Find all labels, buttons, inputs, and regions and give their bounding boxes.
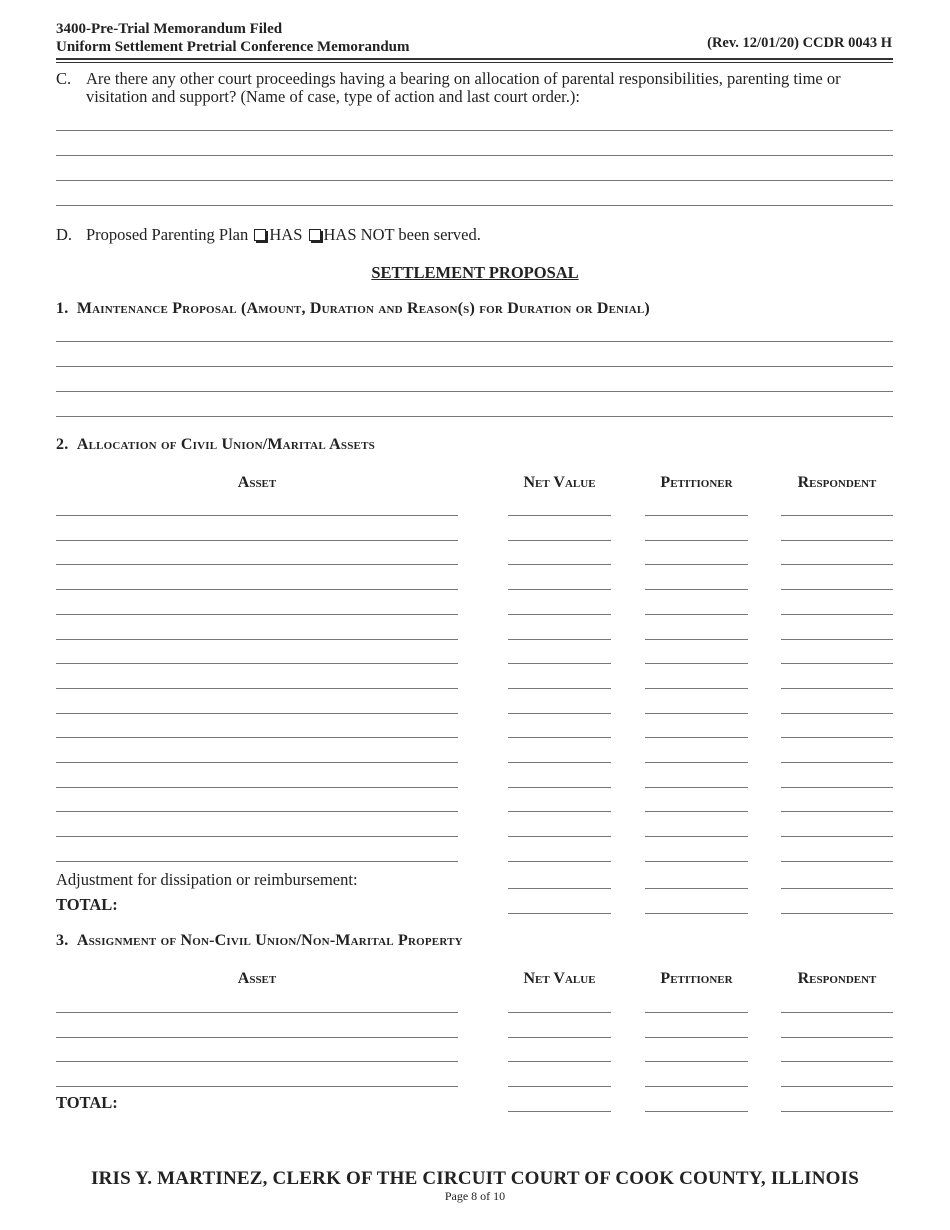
section-d-statement — [86, 226, 481, 244]
petitioner-entry-line[interactable] — [645, 913, 748, 914]
respondent-entry-line[interactable] — [781, 913, 893, 914]
net-value-column-header: Net Value — [523, 474, 596, 491]
petitioner-entry-line[interactable] — [645, 836, 748, 837]
petitioner-entry-line[interactable] — [645, 639, 748, 640]
maintenance-answer-line[interactable] — [56, 391, 893, 392]
assignment-total-label: TOTAL: — [56, 1093, 118, 1112]
assignment-title: Assignment of Non-Civil Union/Non-Marital Property — [76, 932, 463, 949]
petitioner-entry-line[interactable] — [645, 614, 748, 615]
form-title-line1: 3400-Pre-Trial Memorandum Filed — [56, 21, 283, 37]
section-d-prefix: Proposed Parenting Plan — [86, 225, 249, 244]
petitioner-entry-line[interactable] — [645, 713, 748, 714]
respondent-entry-line[interactable] — [781, 888, 893, 889]
asset-entry-line[interactable] — [56, 614, 458, 615]
petitioner-entry-line[interactable] — [645, 1061, 748, 1062]
petitioner-entry-line[interactable] — [645, 540, 748, 541]
net-value-entry-line[interactable] — [508, 1037, 611, 1038]
petitioner-entry-line[interactable] — [645, 888, 748, 889]
petitioner-entry-line[interactable] — [645, 663, 748, 664]
petitioner-entry-line[interactable] — [645, 811, 748, 812]
net-value-entry-line[interactable] — [508, 836, 611, 837]
petitioner-entry-line[interactable] — [645, 762, 748, 763]
asset-entry-line[interactable] — [56, 515, 458, 516]
has-not-checkbox[interactable] — [309, 229, 321, 241]
respondent-column-header: Respondent — [797, 474, 877, 491]
allocation-total-label: TOTAL: — [56, 895, 118, 914]
maintenance-number: 1. — [56, 300, 69, 317]
header-rule-thin — [56, 62, 893, 63]
net-value-entry-line[interactable] — [508, 1012, 611, 1013]
respondent-entry-line[interactable] — [781, 1086, 893, 1087]
respondent-entry-line[interactable] — [781, 811, 893, 812]
revision-code: (Rev. 12/01/20) CCDR 0043 H — [707, 35, 892, 51]
net-value-entry-line[interactable] — [508, 861, 611, 862]
petitioner-entry-line[interactable] — [645, 515, 748, 516]
petitioner-column-header: Petitioner — [660, 970, 733, 987]
respondent-entry-line[interactable] — [781, 515, 893, 516]
adjustment-label: Adjustment for dissipation or reimbursement: — [56, 870, 358, 889]
asset-entry-line[interactable] — [56, 762, 458, 763]
net-value-entry-line[interactable] — [508, 1111, 611, 1112]
net-value-entry-line[interactable] — [508, 639, 611, 640]
maintenance-answer-line[interactable] — [56, 416, 893, 417]
has-not-label: HAS NOT — [323, 225, 395, 244]
asset-entry-line[interactable] — [56, 564, 458, 565]
asset-entry-line[interactable] — [56, 1061, 458, 1062]
petitioner-entry-line[interactable] — [645, 688, 748, 689]
asset-entry-line[interactable] — [56, 836, 458, 837]
net-value-entry-line[interactable] — [508, 762, 611, 763]
respondent-entry-line[interactable] — [781, 589, 893, 590]
respondent-entry-line[interactable] — [781, 564, 893, 565]
allocation-title: Allocation of Civil Union/Marital Assets — [76, 436, 375, 453]
section-c-answer-line[interactable] — [56, 205, 893, 206]
net-value-column-header: Net Value — [523, 970, 596, 987]
respondent-entry-line[interactable] — [781, 861, 893, 862]
net-value-entry-line[interactable] — [508, 737, 611, 738]
maintenance-heading — [56, 300, 650, 318]
asset-entry-line[interactable] — [56, 663, 458, 664]
petitioner-entry-line[interactable] — [645, 1012, 748, 1013]
petitioner-entry-line[interactable] — [645, 1037, 748, 1038]
petitioner-entry-line[interactable] — [645, 1086, 748, 1087]
form-title-line2: Uniform Settlement Pretrial Conference Memorandum — [56, 39, 410, 55]
section-d-label: D. — [56, 225, 73, 244]
asset-entry-line[interactable] — [56, 540, 458, 541]
net-value-entry-line[interactable] — [508, 1086, 611, 1087]
petitioner-entry-line[interactable] — [645, 787, 748, 788]
assignment-number: 3. — [56, 932, 69, 949]
net-value-entry-line[interactable] — [508, 888, 611, 889]
respondent-entry-line[interactable] — [781, 540, 893, 541]
petitioner-entry-line[interactable] — [645, 564, 748, 565]
asset-entry-line[interactable] — [56, 1037, 458, 1038]
allocation-heading — [56, 436, 375, 454]
clerk-footer: IRIS Y. MARTINEZ, CLERK OF THE CIRCUIT COURT OF COOK COUNTY, ILLINOIS — [90, 1168, 860, 1189]
allocation-number: 2. — [56, 436, 69, 453]
asset-column-header: Asset — [237, 474, 277, 491]
asset-entry-line[interactable] — [56, 713, 458, 714]
section-d-suffix: been served. — [398, 225, 481, 244]
net-value-entry-line[interactable] — [508, 787, 611, 788]
respondent-entry-line[interactable] — [781, 1111, 893, 1112]
net-value-entry-line[interactable] — [508, 913, 611, 914]
asset-entry-line[interactable] — [56, 737, 458, 738]
section-c-label: C. — [56, 69, 72, 88]
maintenance-answer-line[interactable] — [56, 341, 893, 342]
form-header — [56, 20, 410, 56]
has-label: HAS — [269, 225, 303, 244]
respondent-entry-line[interactable] — [781, 614, 893, 615]
asset-entry-line[interactable] — [56, 787, 458, 788]
section-c-answer-line[interactable] — [56, 130, 893, 131]
net-value-entry-line[interactable] — [508, 1061, 611, 1062]
net-value-entry-line[interactable] — [508, 713, 611, 714]
asset-column-header: Asset — [237, 970, 277, 987]
petitioner-entry-line[interactable] — [645, 861, 748, 862]
respondent-entry-line[interactable] — [781, 762, 893, 763]
net-value-entry-line[interactable] — [508, 540, 611, 541]
net-value-entry-line[interactable] — [508, 663, 611, 664]
respondent-column-header: Respondent — [797, 970, 877, 987]
page-number: Page 8 of 10 — [444, 1189, 506, 1203]
asset-entry-line[interactable] — [56, 639, 458, 640]
respondent-entry-line[interactable] — [781, 688, 893, 689]
respondent-entry-line[interactable] — [781, 639, 893, 640]
respondent-entry-line[interactable] — [781, 787, 893, 788]
has-checkbox[interactable] — [254, 229, 266, 241]
respondent-entry-line[interactable] — [781, 836, 893, 837]
asset-entry-line[interactable] — [56, 861, 458, 862]
asset-entry-line[interactable] — [56, 811, 458, 812]
net-value-entry-line[interactable] — [508, 564, 611, 565]
asset-entry-line[interactable] — [56, 688, 458, 689]
respondent-entry-line[interactable] — [781, 1061, 893, 1062]
respondent-entry-line[interactable] — [781, 1012, 893, 1013]
asset-entry-line[interactable] — [56, 589, 458, 590]
petitioner-entry-line[interactable] — [645, 1111, 748, 1112]
net-value-entry-line[interactable] — [508, 811, 611, 812]
section-c-answer-line[interactable] — [56, 155, 893, 156]
section-c-answer-line[interactable] — [56, 180, 893, 181]
petitioner-entry-line[interactable] — [645, 737, 748, 738]
asset-entry-line[interactable] — [56, 1012, 458, 1013]
section-c-question: Are there any other court proceedings having a bearing on allocation of parental responsibilities, parenting time or visitation and support? (Name of case, type of action and last court order.): — [86, 69, 841, 106]
respondent-entry-line[interactable] — [781, 713, 893, 714]
asset-entry-line[interactable] — [56, 1086, 458, 1087]
settlement-proposal-title: SETTLEMENT PROPOSAL — [371, 263, 579, 282]
net-value-entry-line[interactable] — [508, 614, 611, 615]
assignment-heading — [56, 932, 463, 950]
respondent-entry-line[interactable] — [781, 1037, 893, 1038]
maintenance-answer-line[interactable] — [56, 366, 893, 367]
net-value-entry-line[interactable] — [508, 589, 611, 590]
header-rule — [56, 58, 893, 60]
maintenance-title: Maintenance Proposal (Amount, Duration and Reason(s) for Duration or Denial) — [76, 300, 650, 317]
petitioner-entry-line[interactable] — [645, 589, 748, 590]
respondent-entry-line[interactable] — [781, 737, 893, 738]
net-value-entry-line[interactable] — [508, 515, 611, 516]
petitioner-column-header: Petitioner — [660, 474, 733, 491]
respondent-entry-line[interactable] — [781, 663, 893, 664]
net-value-entry-line[interactable] — [508, 688, 611, 689]
